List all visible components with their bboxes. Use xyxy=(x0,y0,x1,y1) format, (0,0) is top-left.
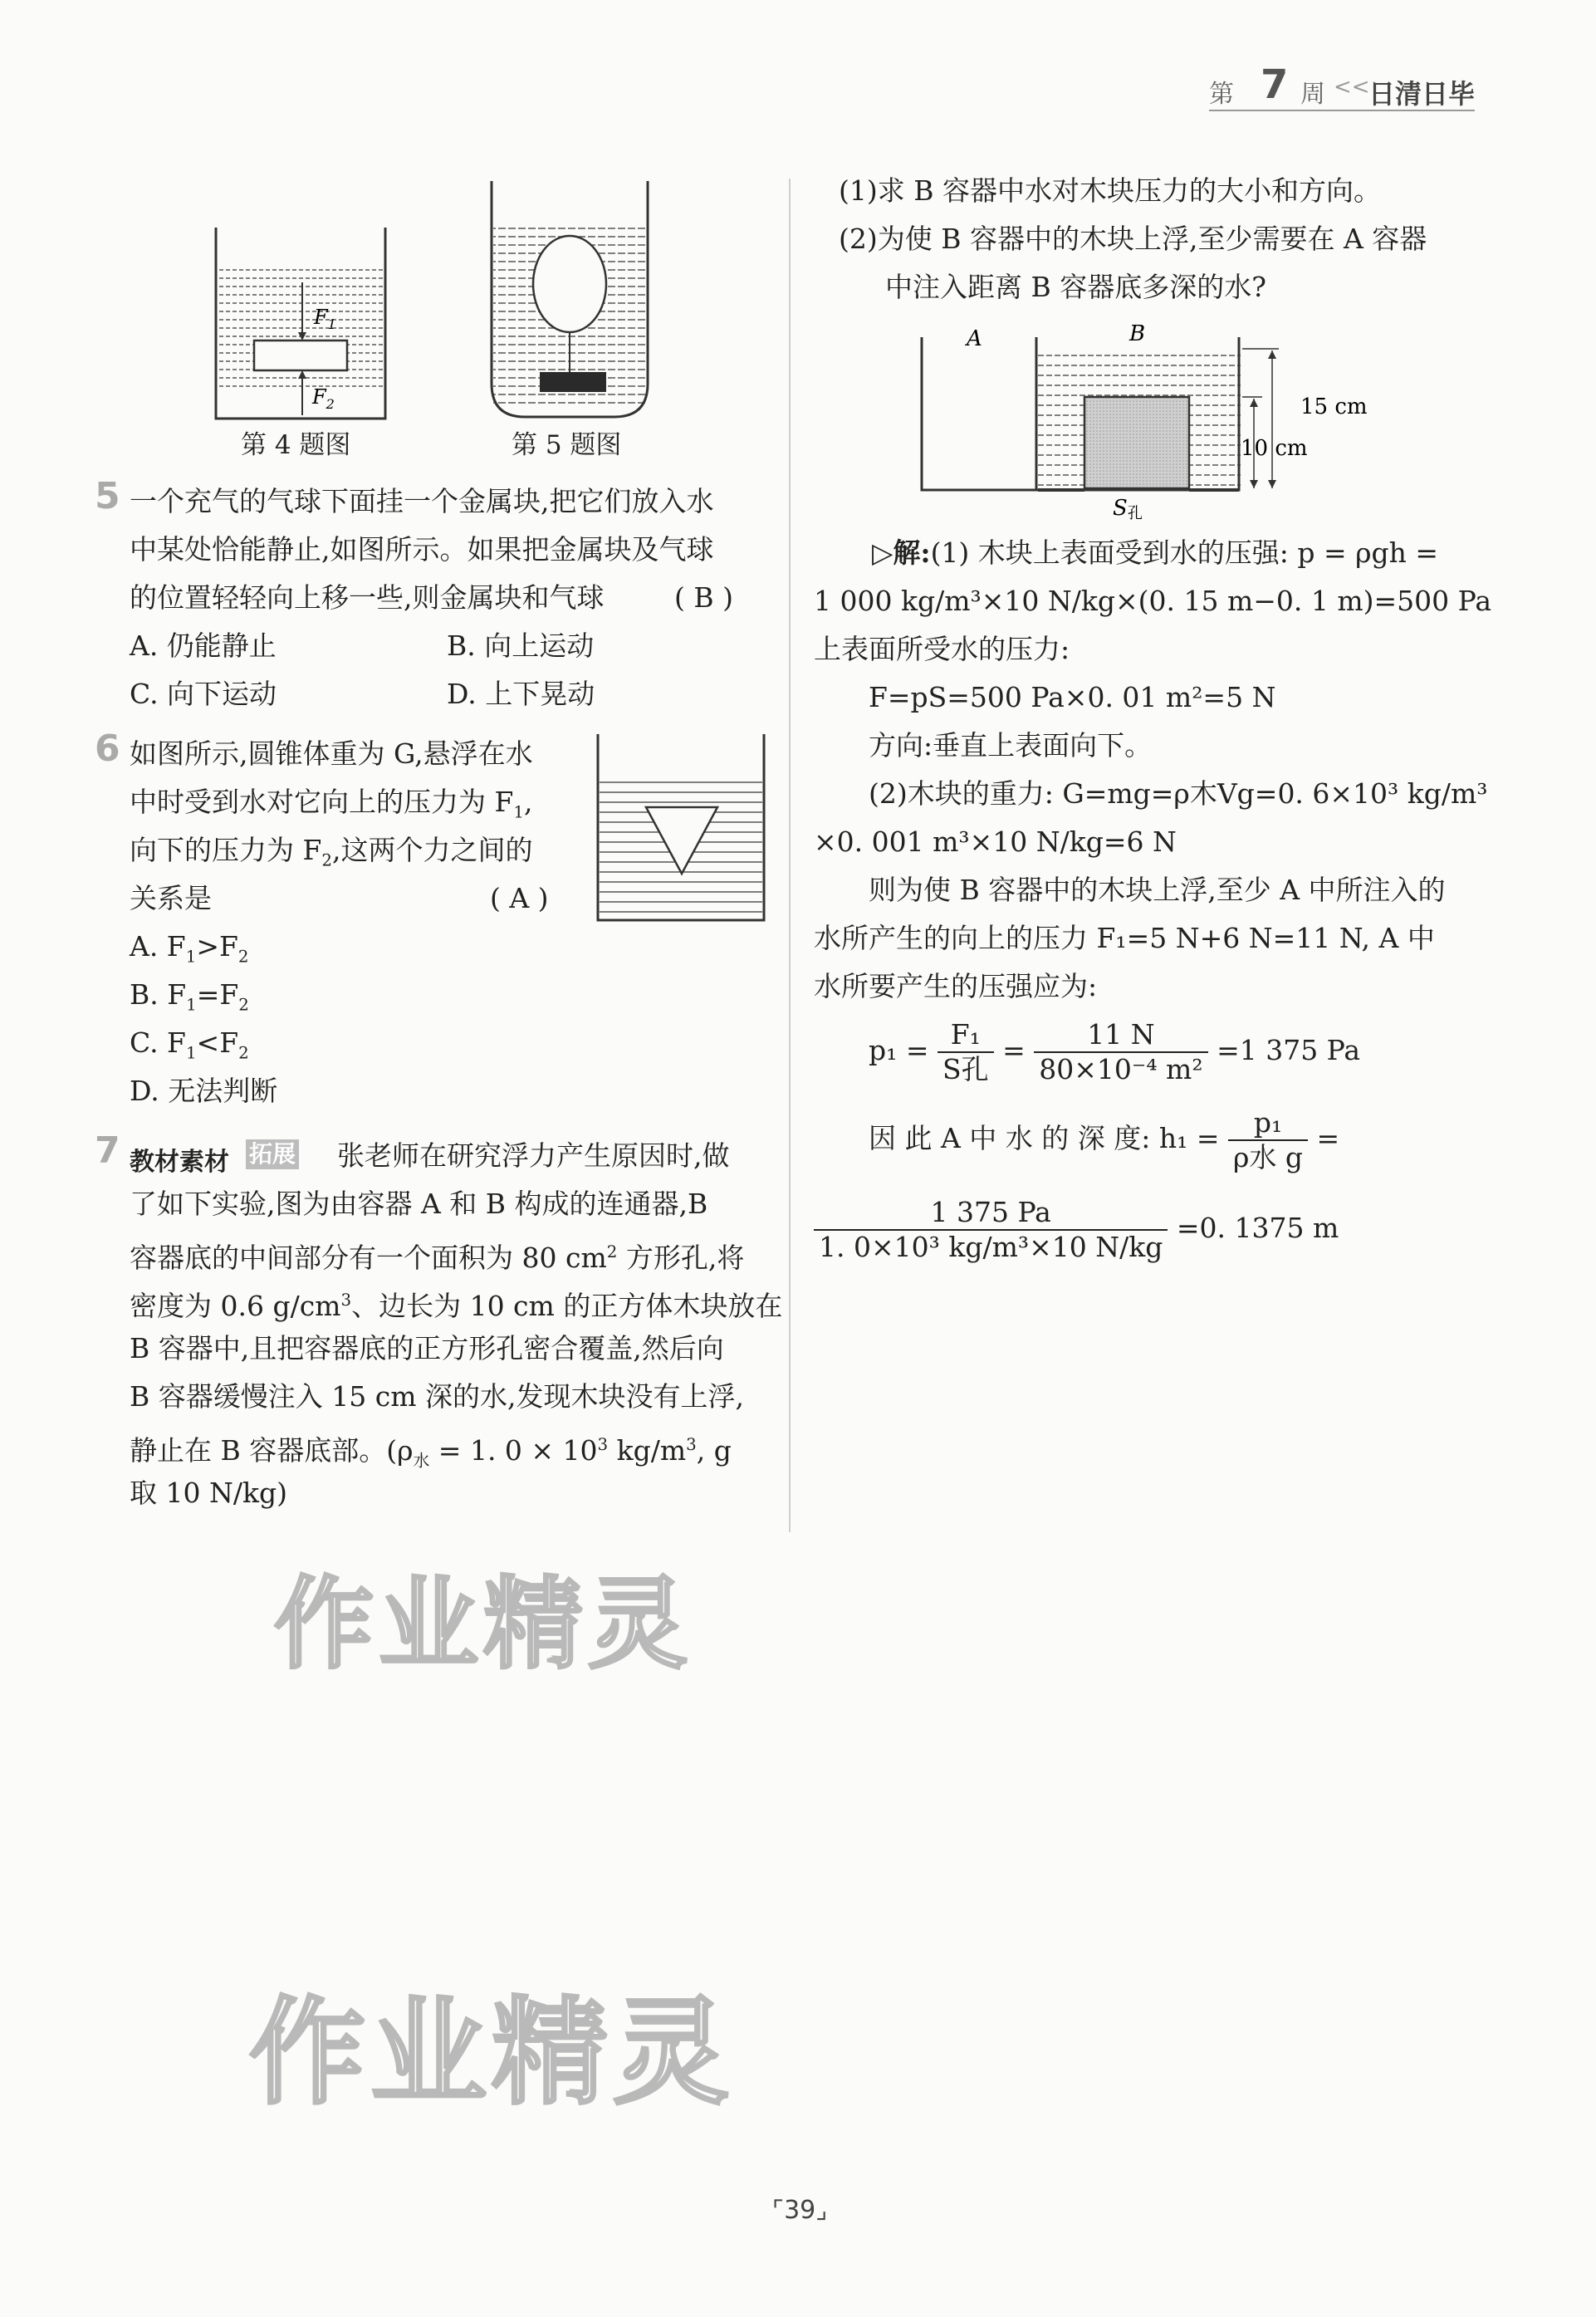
header-arrows: << xyxy=(1334,75,1370,100)
header-title: 日清日毕 xyxy=(1368,78,1476,110)
fig7-label-a: A xyxy=(967,326,982,351)
q7-sub-2-line-1: (2)为使 B 容器中的木块上浮,至少需要在 A 容器 xyxy=(839,223,1427,255)
q7-line-2: 了如下实验,图为由容器 A 和 B 构成的连通器,B xyxy=(130,1188,708,1220)
fig5-container xyxy=(492,181,648,417)
solution-line-7: ×0. 001 m³×10 N/kg=6 N xyxy=(814,825,1177,858)
fig4-label-f2: $F_2$ xyxy=(312,385,335,412)
solution-depth-equation: 因 此 A 中 水 的 深 度: h₁ = $\frac{\text{p₁}}{\text{ρ水 g}}$ = xyxy=(869,1106,1340,1173)
q5-option-d: D. 上下晃动 xyxy=(447,678,595,710)
solution-line-10: 水所要产生的压强应为: xyxy=(814,970,1098,1002)
solution-line-9: 水所产生的向上的压力 F₁=5 N+6 N=11 N, A 中 xyxy=(814,922,1435,954)
q7-line-8: 取 10 N/kg) xyxy=(130,1477,287,1509)
q7-line-5: B 容器中,且把容器底的正方形孔密合覆盖,然后向 xyxy=(130,1332,724,1364)
q6-option-c: C. $F_1<F_2$ xyxy=(130,1026,249,1063)
fig6 xyxy=(595,727,769,927)
solution-line-8: 则为使 B 容器中的木块上浮,至少 A 中所注入的 xyxy=(869,874,1446,906)
figures-4-5 xyxy=(199,174,764,424)
watermark-1: 作业精灵 xyxy=(274,1567,693,1683)
fig7-label-s: S孔 xyxy=(1113,496,1143,520)
fig4-caption: 第 4 题图 xyxy=(241,430,351,460)
q7-sub-1: (1)求 B 容器中水对木块压力的大小和方向。 xyxy=(839,174,1381,207)
solution-line-1: ▷解:(1) 木块上表面受到水的压强: p = ρgh = xyxy=(872,536,1439,569)
fig7 xyxy=(913,321,1445,520)
header-week-suffix: 周 xyxy=(1300,80,1325,109)
solution-line-4: F=pS=500 Pa×0. 01 m²=5 N xyxy=(869,681,1276,713)
watermark-2: 作业精灵 xyxy=(249,1986,735,2121)
q7-line-6: B 容器缓慢注入 15 cm 深的水,发现木块没有上浮, xyxy=(130,1380,744,1413)
q6-option-b: B. $F_1=F_2$ xyxy=(130,978,249,1015)
solution-line-2: 1 000 kg/m³×10 N/kg×(0. 15 m−0. 1 m)=500 Pa xyxy=(814,585,1492,617)
q6-line-3: 向下的压力为 $F_2$,这两个力之间的 xyxy=(130,834,533,870)
fig4-label-f1: $F_1$ xyxy=(314,306,336,332)
q7-tag: 教材素材 xyxy=(130,1148,229,1177)
q5-option-b: B. 向上运动 xyxy=(447,629,595,662)
q7-line-7: 静止在 B 容器底部。($\rho_水 = 1$. $0 \times 10^3$ $kg/m^3$, g xyxy=(130,1434,732,1471)
header-rule xyxy=(1209,110,1475,111)
q5-number: 5 xyxy=(95,475,120,517)
header-week-number: 7 xyxy=(1261,61,1289,108)
page-header xyxy=(1209,61,1476,111)
q7-line-1: 张老师在研究浮力产生原因时,做 xyxy=(337,1139,730,1172)
q7-line-3: 容器底的中间部分有一个面积为 80 $cm^2$ 方形孔,将 xyxy=(130,1242,745,1274)
page-number: ⌜39⌟ xyxy=(772,2196,828,2225)
solution-p1-equation: p₁ = $\frac{\text{F₁}}{\text{S孔}}$ = $\frac{11 N}{\text{80×10⁻⁴ m²}}$ =1 375 Pa xyxy=(869,1018,1361,1085)
q5-option-a: A. 仍能静止 xyxy=(130,629,277,662)
q6-line-4: 关系是 xyxy=(130,882,212,914)
solution-final-equation: $\frac{1 375 Pa}{\text{1. 0×10³ kg/m³×10 N/kg}}$ =0. 1375 m xyxy=(814,1196,1339,1264)
wood-block xyxy=(1084,397,1189,488)
q6-option-a: A. $F_1>F_2$ xyxy=(130,930,249,967)
fig7-label-b: B xyxy=(1129,321,1146,346)
q5-line-3: 的位置轻轻向上移一些,则金属块和气球 xyxy=(130,581,605,614)
q7-line-4: 密度为 0.6 $g/cm^3$、边长为 10 cm 的正方体木块放在 xyxy=(130,1290,783,1322)
q5-line-1: 一个充气的气球下面挂一个金属块,把它们放入水 xyxy=(130,485,714,517)
q6-option-d: D. 无法判断 xyxy=(130,1075,278,1107)
solution-line-6: (2)木块的重力: G=mg=ρ木Vg=0. 6×10³ kg/m³ xyxy=(869,777,1488,810)
q5-line-2: 中某处恰能静止,如图所示。如果把金属块及气球 xyxy=(130,533,714,566)
q7-tag-box: 拓展 xyxy=(246,1139,299,1169)
q5-answer: ( B ) xyxy=(674,581,733,614)
q7-sub-2-line-2: 中注入距离 B 容器底多深的水? xyxy=(885,271,1266,303)
q6-line-1: 如图所示,圆锥体重为 G,悬浮在水 xyxy=(130,737,533,770)
solution-line-5: 方向:垂直上表面向下。 xyxy=(869,729,1153,762)
q5-option-c: C. 向下运动 xyxy=(130,678,277,710)
q6-line-2: 中时受到水对它向上的压力为 $F_1$, xyxy=(130,786,533,822)
q6-number: 6 xyxy=(95,727,120,770)
solution-line-3: 上表面所受水的压力: xyxy=(814,633,1070,665)
fig4-container xyxy=(216,228,385,419)
header-week-prefix: 第 xyxy=(1209,80,1234,109)
fig5-caption: 第 5 题图 xyxy=(512,430,622,460)
fig7-label-10cm: 10 cm xyxy=(1241,436,1308,461)
q7-number: 7 xyxy=(95,1129,120,1172)
fig7-label-15cm: 15 cm xyxy=(1300,394,1368,419)
column-divider xyxy=(789,179,791,1532)
q6-answer: ( A ) xyxy=(490,882,549,914)
